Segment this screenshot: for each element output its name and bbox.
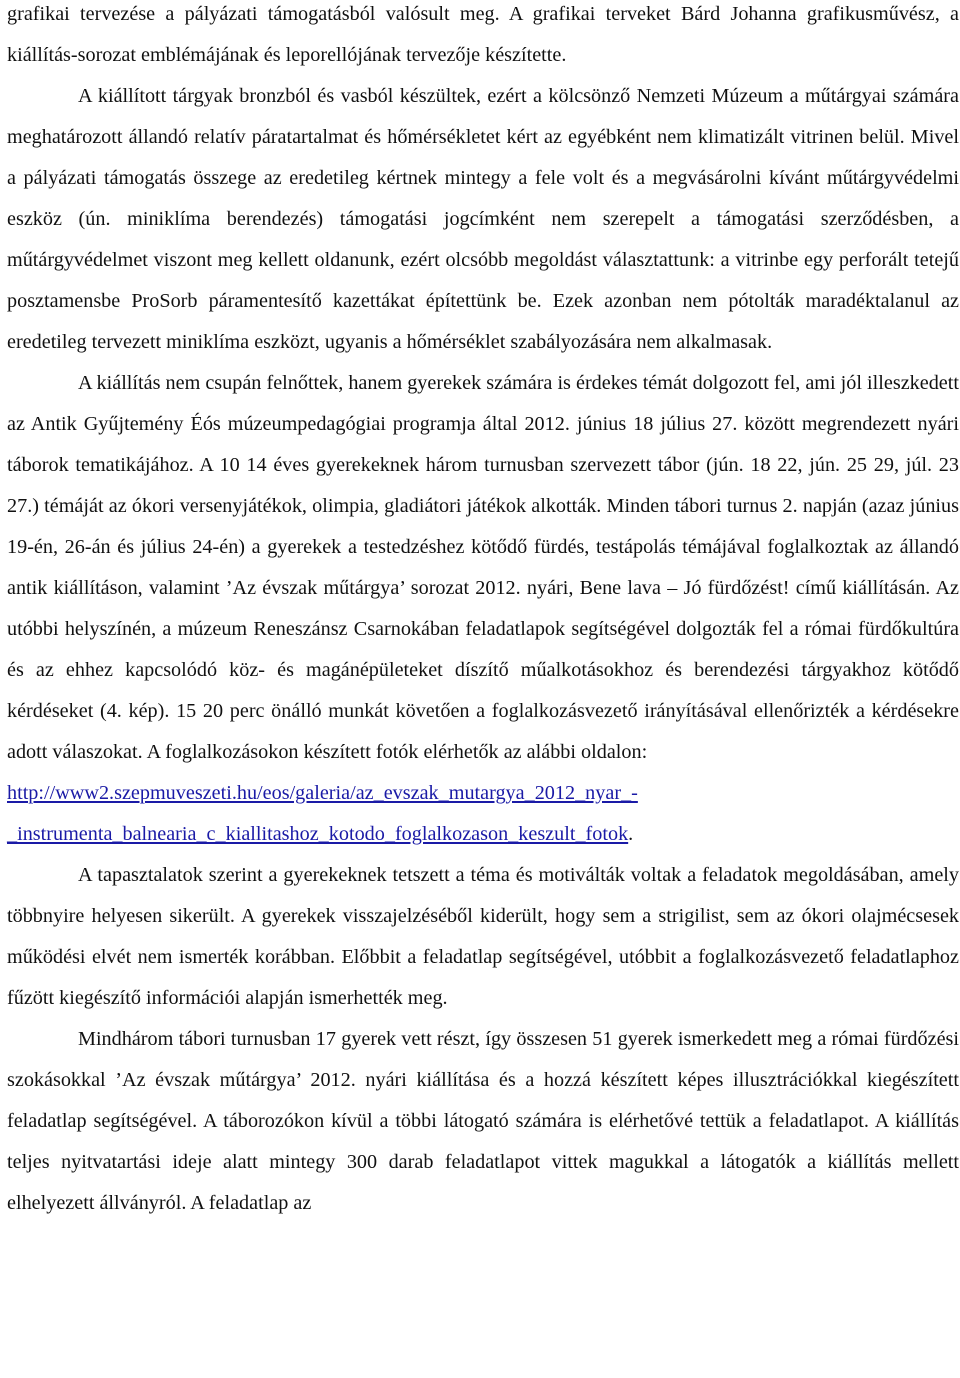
paragraph-experiences: A tapasztalatok szerint a gyerekeknek tetszett a téma és motiválták voltak a feladatok megoldásában, amely többnyire helyesen sikerült. A gyerekek visszajelzéséből kiderült, hogy sem a strigilist, sem az ókori olajmécsesek működési elvét nem ismerték korábban. Előbbit a feladatlap segítségével, utóbbit a foglalkozásvezető feladatlaphoz fűzött kiegészítő információi alapján ismerhették meg.: [7, 864, 959, 1009]
paragraph-graphic-design: grafikai tervezése a pályázati támogatásból valósult meg. A grafikai terveket Bárd Johanna grafikusművész, a kiállítás-sorozat emblémájának és leporellójának tervezője készítette.: [7, 3, 959, 66]
paragraph-participants: Mindhárom tábori turnusban 17 gyerek vett részt, így összesen 51 gyerek ismerkedett meg a római fürdőzési szokásokkal ’Az évszak műtárgya’ 2012. nyári kiállítása és a hozzá készített képes illusztrációkkal kiegészített feladatlap segítségével. A táborozókon kívül a többi látogató számára is elérhetővé tettük a feladatlapot. A kiállítás teljes nyitvatartási ideje alatt mintegy 300 darab feladatlapot vittek magukkal a látogatók a kiállítás mellett elhelyezett állványról. A feladatlap az: [7, 1028, 959, 1214]
photo-gallery-link-line-1: http://www2.szepmuveszeti.hu/eos/galeria/az_evszak_mutargya_2012_nyar_-: [7, 782, 638, 804]
photo-gallery-link-line-2: _instrumenta_balnearia_c_kiallitashoz_kotodo_foglalkozason_keszult_fotok: [7, 823, 629, 845]
summer-camp-text-end: .: [628, 823, 634, 845]
paragraph-conservation: A kiállított tárgyak bronzból és vasból készültek, ezért a kölcsönző Nemzeti Múzeum a műtárgyai számára meghatározott állandó relatív páratartalmat és hőmérsékletet kért az egyébként nem klimatizált vitrinen belül. Mivel a pályázati támogatás összege az eredetileg kértnek mintegy a fele volt és a megvásárolni kívánt műtárgyvédelmi eszköz (ún. miniklíma berendezés) támogatási jogcímként nem szerepelt a támogatási szerződésben, a műtárgyvédelmet viszont meg kellett oldanunk, ezért olcsóbb megoldást választattunk: a vitrinbe egy perforált tetejű posztamensbe ProSorb páramentesítő kazettákat építettünk be. Ezek azonban nem pótolták maradéktalanul az eredetileg tervezett miniklíma eszközt, ugyanis a hőmérséklet szabályozására nem alkalmasak.: [7, 85, 959, 353]
paragraph-summer-camp: [7, 363, 959, 855]
document-page: [7, 0, 959, 1224]
photo-gallery-link[interactable]: [7, 782, 638, 845]
summer-camp-text: A kiállítás nem csupán felnőttek, hanem gyerekek számára is érdekes témát dolgozott fel, ami jól illeszkedett az Antik Gyűjtemény Éós múzeumpedagógiai programja által 2012. június 18 július 27. között megrendezett nyári táborok tematikájához. A 10 14 éves gyerekeknek három turnusban szervezett tábor (jún. 18 22, jún. 25 29, júl. 23 27.) témáját az ókori versenyjátékok, olimpia, gladiátori játékok alkották. Minden tábori turnus 2. napján (azaz június 19-én, 26-án és július 24-én) a gyerekek a testedzéshez kötődő fürdés, testápolás témájával foglalkoztak az állandó antik kiállításon, valamint ’Az évszak műtárgya’ sorozat 2012. nyári, Bene lava – Jó fürdőzést! című kiállításán. Az utóbbi helyszínén, a múzeum Reneszánsz Csarnokában feladatlapok segítségével dolgozták fel a római fürdőkultúra és az ehhez kapcsolódó köz- és magánépületeket díszítő műalkotásokhoz és berendezési tárgyakhoz kötődő kérdéseket (4. kép). 15 20 perc önálló munkát követően a foglalkozásvezető irányításával ellenőrizték a kérdésekre adott válaszokat. A foglalkozásokon készített fotók elérhetők az alábbi oldalon:: [7, 372, 959, 763]
